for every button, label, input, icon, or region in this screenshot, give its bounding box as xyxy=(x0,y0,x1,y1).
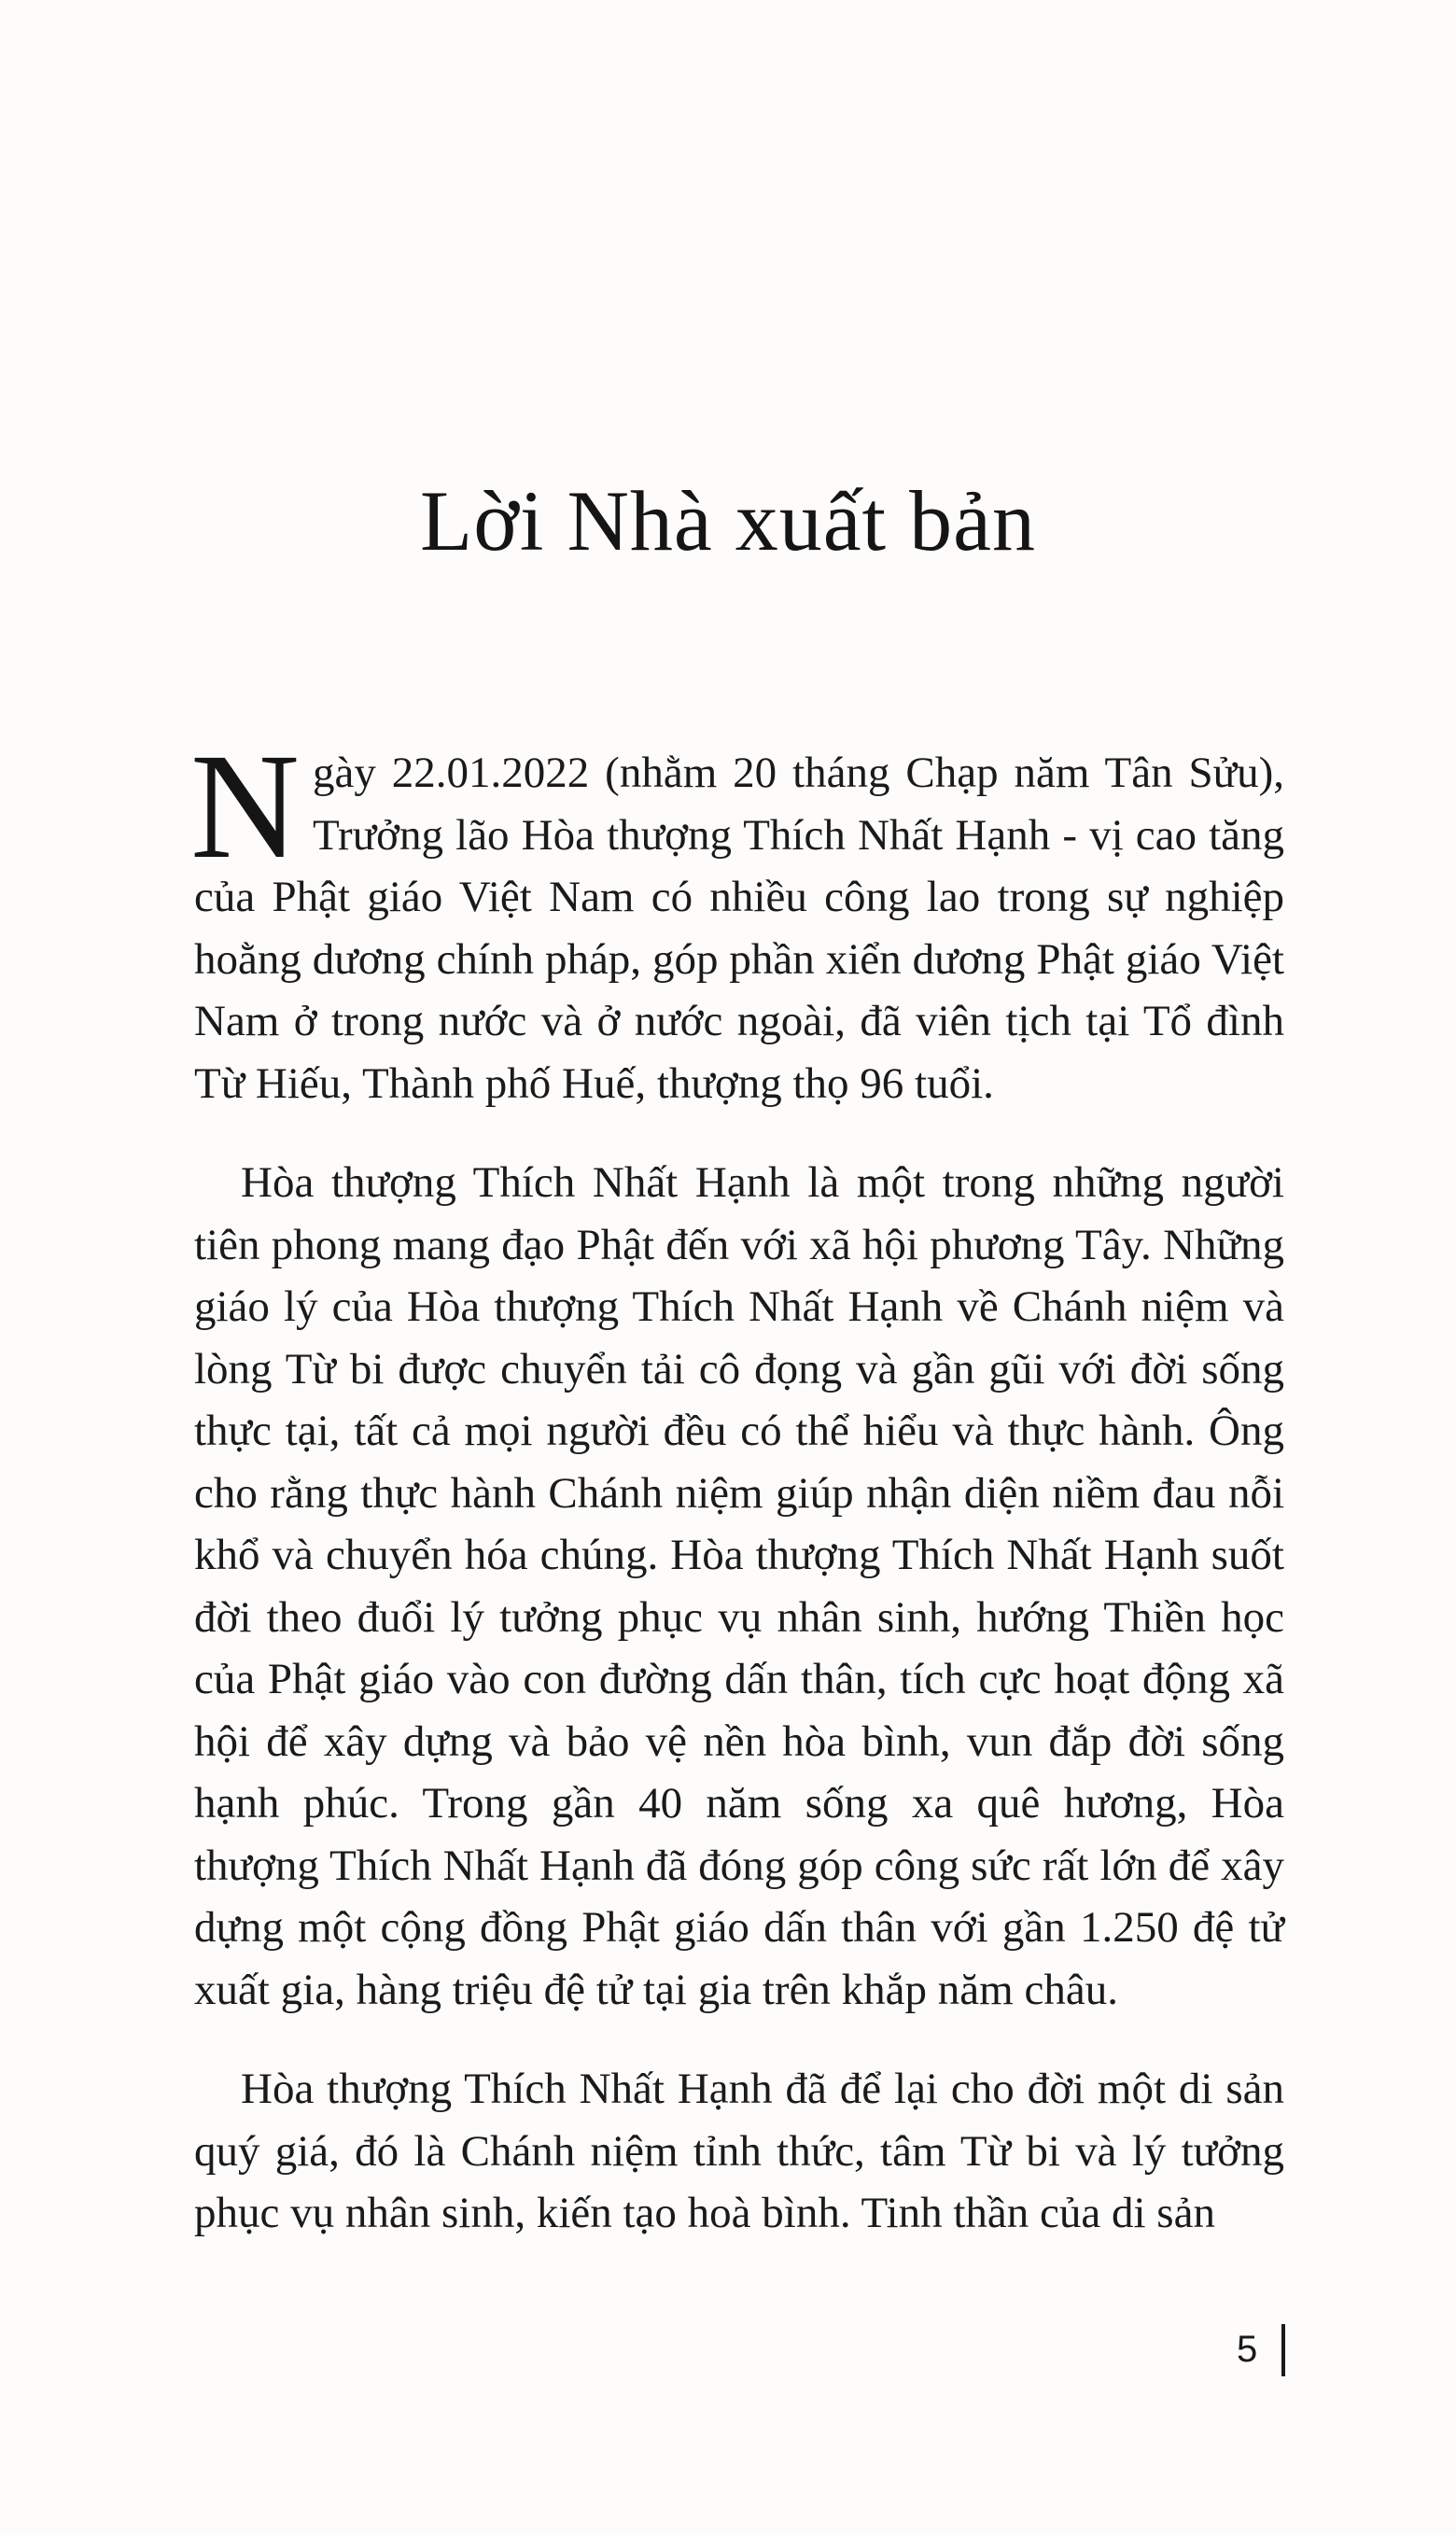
drop-cap: N xyxy=(190,723,300,890)
page-number: 5 xyxy=(1237,2329,1258,2370)
paragraph-1 xyxy=(190,723,1284,1114)
body-text xyxy=(190,723,1284,2245)
page-title: Lời Nhà xuất bản xyxy=(420,473,1036,568)
paragraph-1-text: gày 22.01.2022 (nhằm 20 tháng Chạp năm Tân Sửu), Trưởng lão Hòa thượng Thích Nhất Hạnh - vị cao tăng của Phật giáo Việt Nam có nhiều công lao trong sự nghiệp hoằng dương chính pháp, góp phần xiển dương Phật giáo Việt Nam ở trong nước và ở nước ngoài, đã viên tịch tại Tổ đình Từ Hiếu, Thành phố Huế, thượng thọ 96 tuổi. xyxy=(194,749,1284,1108)
paragraph-2: Hòa thượng Thích Nhất Hạnh là một trong những người tiên phong mang đạo Phật đến với xã hội phương Tây. Những giáo lý của Hòa thượng Thích Nhất Hạnh về Chánh niệm và lòng Từ bi được chuyển tải cô đọng và gần gũi với đời sống thực tại, tất cả mọi người đều có thể hiểu và thực hành. Ông cho rằng thực hành Chánh niệm giúp nhận diện niềm đau nỗi khổ và chuyển hóa chúng. Hòa thượng Thích Nhất Hạnh suốt đời theo đuổi lý tưởng phục vụ nhân sinh, hướng Thiền học của Phật giáo vào con đường dấn thân, tích cực hoạt động xã hội để xây dựng và bảo vệ nền hòa bình, vun đắp đời sống hạnh phúc. Trong gần 40 năm sống xa quê hương, Hòa thượng Thích Nhất Hạnh đã đóng góp công sức rất lớn để xây dựng một cộng đồng Phật giáo dấn thân với gần 1.250 đệ tử xuất gia, hàng triệu đệ tử tại gia trên khắp năm châu. xyxy=(194,1158,1284,2014)
page-number-rule xyxy=(1281,2324,1285,2376)
paragraph-3: Hòa thượng Thích Nhất Hạnh đã để lại cho đời một di sản quý giá, đó là Chánh niệm tỉnh thức, tâm Từ bi và lý tưởng phục vụ nhân sinh, kiến tạo hoà bình. Tinh thần của di sản xyxy=(194,2065,1284,2237)
